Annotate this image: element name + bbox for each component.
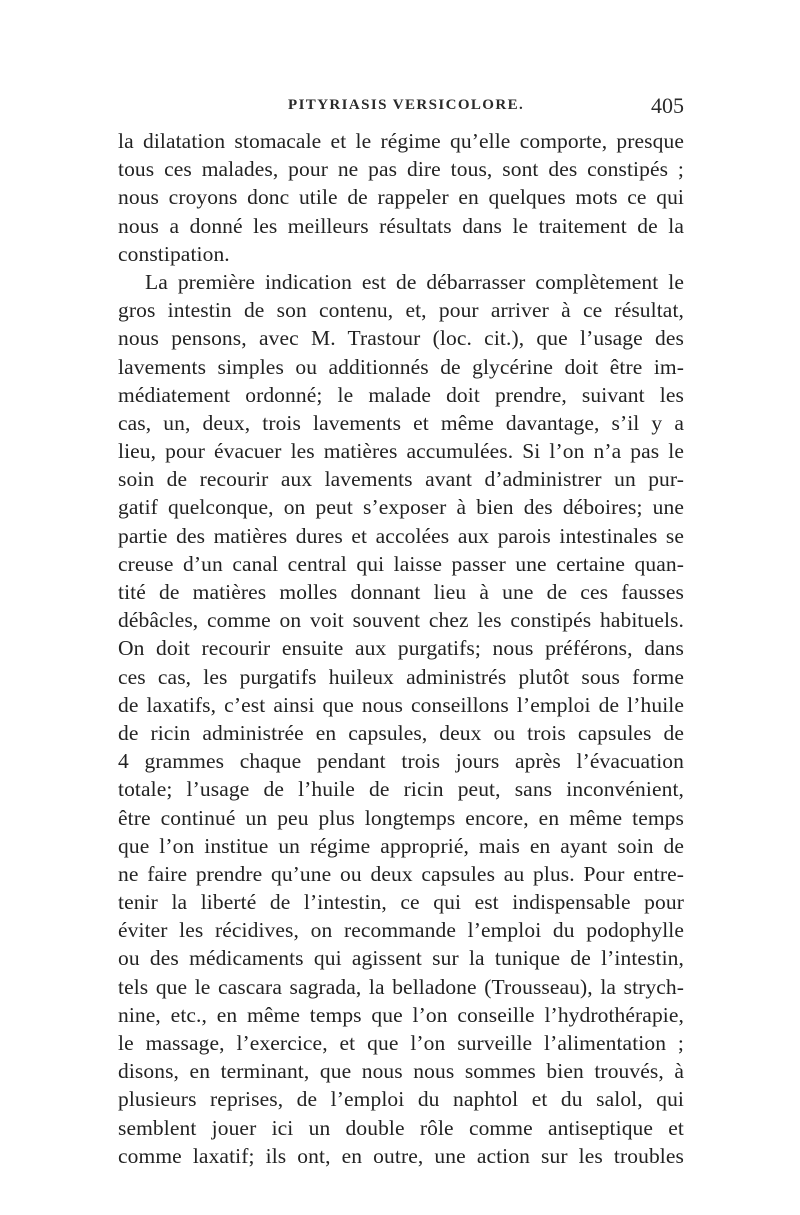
text-line: gros intestin de son contenu, et, pour arriver à ce résultat, [118,298,684,323]
page-number: 405 [651,93,684,118]
text-line: nous croyons donc utile de rappeler en quelques mots ce qui [118,185,684,210]
text-line: débâcles, comme on voit souvent chez les constipés habituels. [118,608,684,633]
running-title: PITYRIASIS VERSICOLORE. [288,97,525,113]
text-line: On doit recourir ensuite aux purgatifs; nous préférons, dans [118,636,684,661]
text-line: ne faire prendre qu’une ou deux capsules au plus. Pour entre- [118,861,684,886]
text-line: ces cas, les purgatifs huileux administrés plutôt sous forme [118,664,684,689]
text-line: médiatement ordonné; le malade doit prendre, suivant les [118,382,684,407]
text-line: tels que le cascara sagrada, la belladone (Trousseau), la strych- [118,974,684,999]
text-line: 4 grammes chaque pendant trois jours après l’évacuation [118,749,684,774]
text-line: être continué un peu plus longtemps encore, en même temps [118,805,684,830]
text-line: lavements simples ou additionnés de glycérine doit être im- [118,354,684,379]
text-line: plusieurs reprises, de l’emploi du naphtol et du salol, qui [118,1087,684,1112]
text-line: la dilatation stomacale et le régime qu’elle comporte, presque [118,129,684,153]
text-line: totale; l’usage de l’huile de ricin peut, sans inconvénient, [118,777,684,802]
text-line: tous ces malades, pour ne pas dire tous, sont des constipés ; [118,157,684,182]
text-line: creuse d’un canal central qui laisse passer une certaine quan- [118,551,684,576]
text-line: cas, un, deux, trois lavements et même davantage, s’il y a [118,410,684,435]
text-line: de laxatifs, c’est ainsi que nous conseillons l’emploi de l’huile [118,692,684,717]
text-line: nine, etc., en même temps que l’on conseille l’hydrothérapie, [118,1002,684,1027]
text-line: que l’on institue un régime approprié, mais en ayant soin de [118,833,684,858]
text-line: comme laxatif; ils ont, en outre, une action sur les troubles [118,1143,684,1168]
text-line: semblent jouer ici un double rôle comme antiseptique et [118,1115,684,1140]
text-line: soin de recourir aux lavements avant d’administrer un pur- [118,467,684,492]
text-line: gatif quelconque, on peut s’exposer à bien des déboires; une [118,495,684,520]
text-line: tenir la liberté de l’intestin, ce qui est indispensable pour [118,890,684,915]
text-line: de ricin administrée en capsules, deux ou trois capsules de [118,720,684,745]
text-line: disons, en terminant, que nous nous sommes bien trouvés, à [118,1059,684,1084]
text-line: partie des matières dures et accolées aux parois intestinales se [118,523,684,548]
text-line: éviter les récidives, on recommande l’emploi du podophylle [118,918,684,943]
body-text [118,127,684,1170]
text-line: ou des médicaments qui agissent sur la tunique de l’intestin, [118,946,684,971]
text-line: tité de matières molles donnant lieu à une de ces fausses [118,580,684,604]
text-line: nous a donné les meilleurs résultats dans le traitement de la [118,213,684,238]
text-line: lieu, pour évacuer les matières accumulées. Si l’on n’a pas le [118,439,684,464]
text-line: constipation. [118,241,230,266]
text-line: le massage, l’exercice, et que l’on surveille l’alimentation ; [118,1031,684,1055]
text-line: nous pensons, avec M. Trastour (loc. cit.), que l’usage des [118,326,684,351]
running-header [118,93,684,123]
paragraph-first-line: La première indication est de débarrasser complètement le [145,269,684,294]
